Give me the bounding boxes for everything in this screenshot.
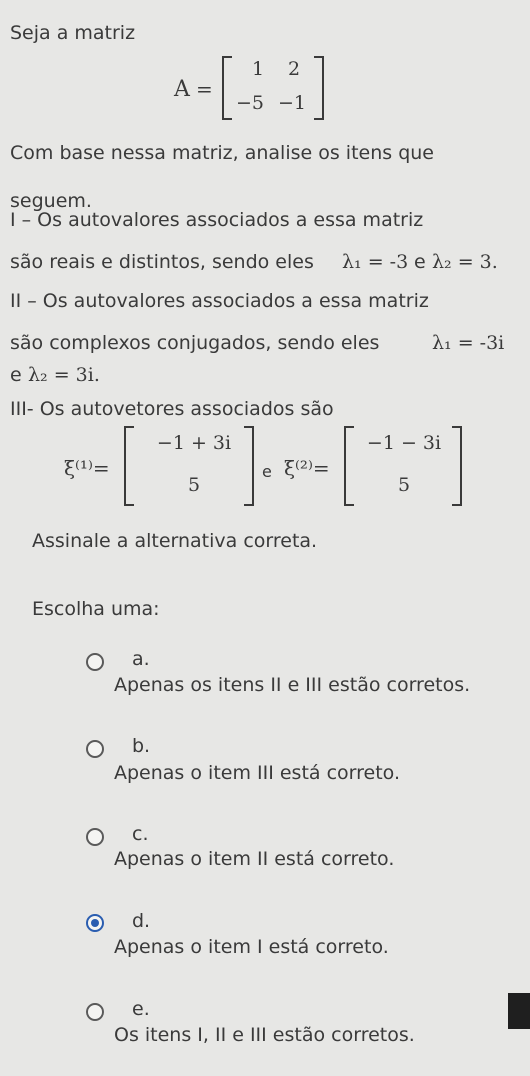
option-c-text[interactable]: Apenas o item II está correto.	[114, 848, 395, 870]
matrix-cell: 2	[288, 58, 301, 80]
option-e-radio[interactable]	[86, 1003, 104, 1021]
vector-and: e	[262, 462, 272, 481]
option-b-radio[interactable]	[86, 740, 104, 758]
intro-text: Seja a matriz	[10, 22, 136, 44]
item2-line-2: são complexos conjugados, sendo eles	[10, 332, 380, 354]
vector2-top: −1 − 3i	[366, 432, 442, 454]
vector1-top: −1 + 3i	[156, 432, 232, 454]
item1-line-1: I – Os autovalores associados a essa matriz	[10, 209, 424, 231]
item1-eigen-2: λ₂ = 3.	[432, 251, 498, 273]
item2-and: e	[10, 364, 22, 386]
option-a-radio[interactable]	[86, 653, 104, 671]
option-b-text[interactable]: Apenas o item III está correto.	[114, 762, 400, 784]
item2-eigen-2: λ₂ = 3i.	[28, 364, 100, 386]
vector1-bottom: 5	[187, 474, 201, 496]
matrix-cell: 1	[252, 58, 265, 80]
choose-label: Escolha uma:	[32, 598, 160, 620]
vector1-label: ξ⁽¹⁾=	[64, 456, 110, 480]
item2-eigen-1: λ₁ = -3i	[432, 332, 505, 354]
matrix-cell: −5	[236, 92, 265, 114]
corner-shadow	[508, 993, 530, 1029]
option-a-letter: a.	[132, 648, 150, 670]
question-prompt: Assinale a alternativa correta.	[32, 530, 318, 552]
vector2-bottom: 5	[397, 474, 411, 496]
option-d-text[interactable]: Apenas o item I está correto.	[114, 936, 389, 958]
matrix-right-bracket	[314, 56, 324, 120]
item1-and: e	[414, 251, 426, 273]
statement-line-2: seguem.	[10, 190, 92, 212]
option-b-letter: b.	[132, 735, 151, 757]
vector2-label: ξ⁽²⁾=	[284, 456, 330, 480]
item1-line-2: são reais e distintos, sendo eles	[10, 251, 314, 273]
statement-line-1: Com base nessa matriz, analise os itens que	[10, 142, 434, 164]
option-e-letter: e.	[132, 998, 150, 1020]
matrix-label: A	[174, 77, 190, 102]
vector1-left-bracket	[124, 426, 134, 506]
item1-eigen-1: λ₁ = -3	[342, 251, 409, 273]
option-a-text[interactable]: Apenas os itens II e III estão corretos.	[114, 674, 471, 696]
vector1-right-bracket	[244, 426, 254, 506]
matrix-cell: −1	[278, 92, 307, 114]
matrix-left-bracket	[222, 56, 232, 120]
option-c-letter: c.	[132, 823, 149, 845]
vector2-left-bracket	[344, 426, 354, 506]
vector2-right-bracket	[452, 426, 462, 506]
option-e-text[interactable]: Os itens I, II e III estão corretos.	[114, 1024, 415, 1046]
option-c-radio[interactable]	[86, 828, 104, 846]
option-d-radio[interactable]	[86, 914, 104, 932]
option-d-letter: d.	[132, 910, 151, 932]
matrix-eq: =	[196, 77, 213, 101]
item3-line-1: III- Os autovetores associados são	[10, 398, 334, 420]
item2-line-1: II – Os autovalores associados a essa matriz	[10, 290, 429, 312]
